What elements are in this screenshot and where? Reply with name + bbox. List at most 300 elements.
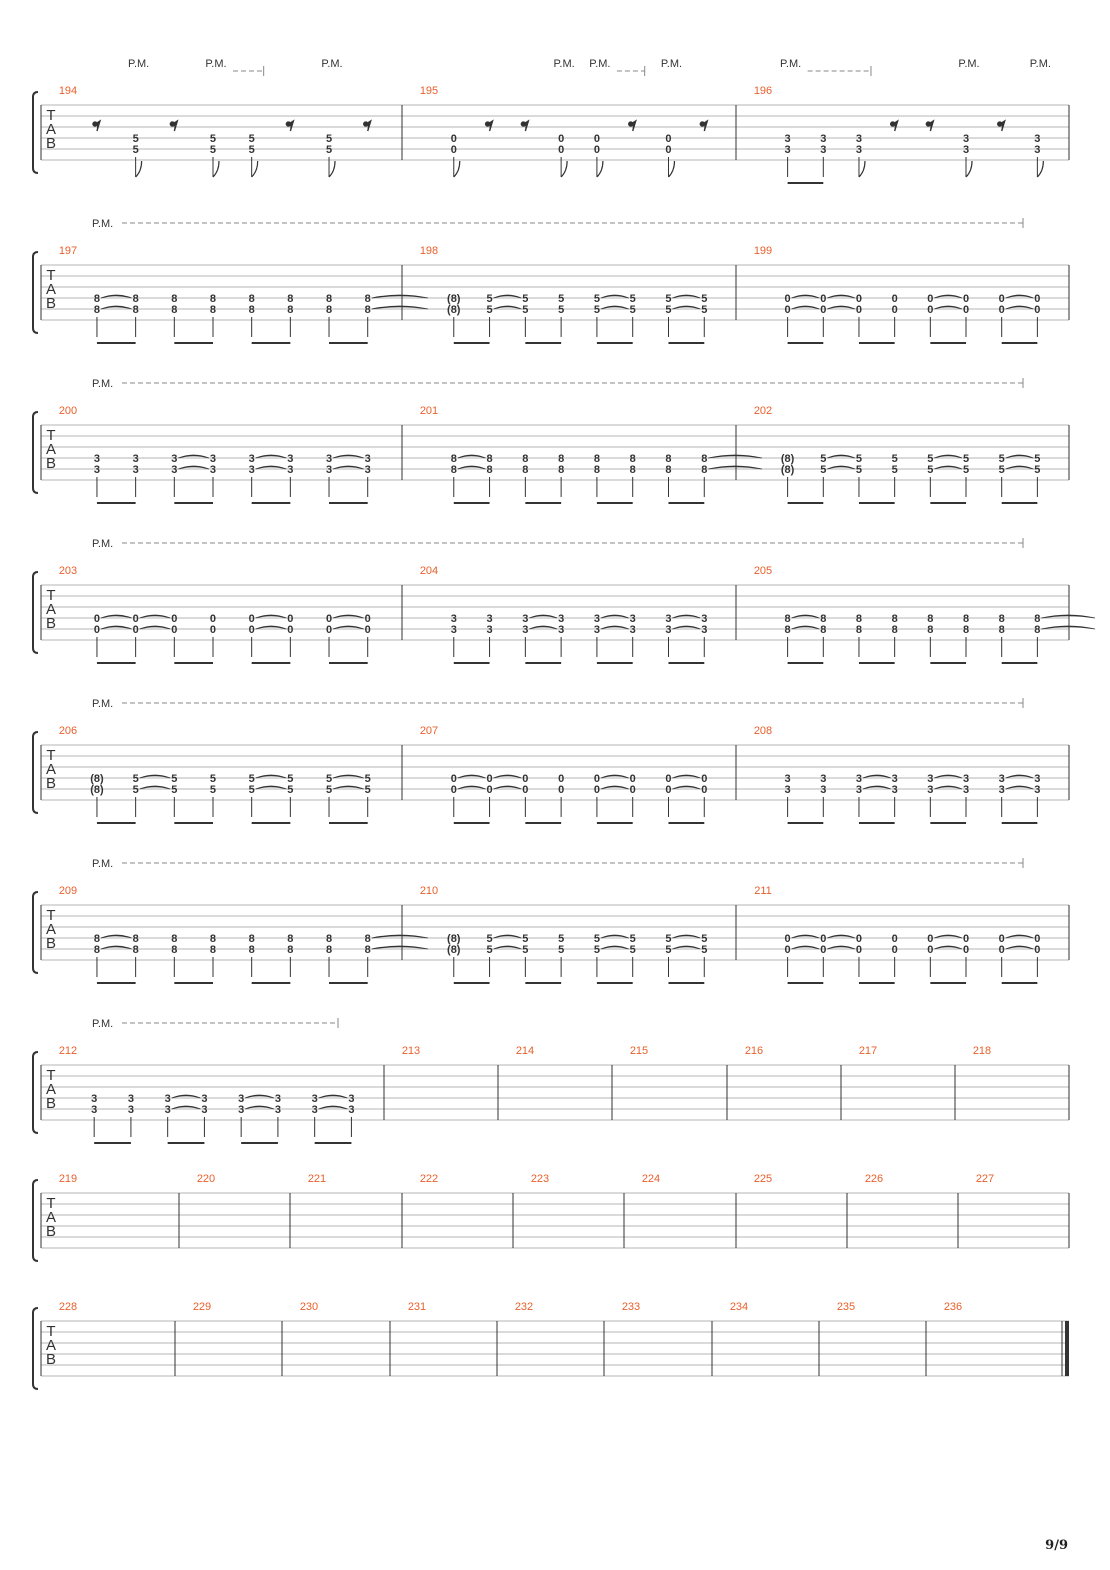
note-flag <box>213 161 219 177</box>
measure-number: 234 <box>729 1301 749 1313</box>
measure-number: 231 <box>407 1301 427 1313</box>
system-bracket <box>33 892 38 973</box>
fret-number: 5 <box>1034 464 1041 476</box>
fret-number: 5 <box>486 304 493 316</box>
measure-number: 233 <box>621 1301 641 1313</box>
fret-number: 3 <box>820 773 827 785</box>
fret-number: 8 <box>364 944 371 956</box>
fret-number: (8) <box>90 773 104 785</box>
measure-number: 235 <box>836 1301 856 1313</box>
fret-number: 5 <box>593 304 600 316</box>
clef-letter-b: B <box>45 615 57 632</box>
measure-number: 197 <box>58 245 78 257</box>
fret-number: 0 <box>855 944 863 956</box>
note-flag <box>252 161 258 177</box>
fret-number: 0 <box>665 784 672 796</box>
palm-mute-label: P.M. <box>92 698 114 710</box>
clef-letter-b: B <box>45 775 57 792</box>
palm-mute-label: P.M. <box>958 58 980 70</box>
fret-number: 3 <box>248 464 255 476</box>
measure-number: 219 <box>58 1173 78 1185</box>
fret-number: 3 <box>171 453 178 465</box>
palm-mute-label: P.M. <box>589 58 611 70</box>
clef-letter-b: B <box>45 455 57 472</box>
clef-letter-a: A <box>45 121 57 138</box>
fret-number: 0 <box>855 304 863 316</box>
fret-number: 0 <box>927 933 934 945</box>
eighth-rest <box>700 121 707 131</box>
measure-number: 220 <box>196 1173 216 1185</box>
fret-number: 3 <box>998 773 1005 785</box>
fret-number: 8 <box>855 624 863 636</box>
fret-number: 5 <box>364 773 371 785</box>
fret-number: 8 <box>558 464 565 476</box>
page-number: 9/9 <box>1045 1538 1068 1553</box>
fret-number: 5 <box>248 133 255 145</box>
measure-number: 227 <box>975 1173 995 1185</box>
fret-number: 0 <box>962 304 970 316</box>
measure-number: 218 <box>972 1045 992 1057</box>
fret-number: 0 <box>558 144 565 156</box>
measure-number: 196 <box>753 85 773 97</box>
fret-number: 8 <box>522 464 529 476</box>
palm-mute-label: P.M. <box>128 58 150 70</box>
measure-number: 207 <box>419 725 439 737</box>
fret-number: 5 <box>558 293 565 305</box>
fret-number: 0 <box>998 933 1005 945</box>
fret-number: 0 <box>820 293 827 305</box>
fret-number: 3 <box>855 133 863 145</box>
fret-number: 5 <box>629 944 636 956</box>
eighth-rest <box>521 121 528 131</box>
fret-number: 5 <box>820 464 827 476</box>
fret-number: 0 <box>558 784 565 796</box>
fret-number: 3 <box>171 464 178 476</box>
fret-number: 0 <box>927 944 934 956</box>
fret-number: 0 <box>132 613 139 625</box>
fret-number: 5 <box>558 933 565 945</box>
palm-mute-label: P.M. <box>205 58 227 70</box>
fret-number: 0 <box>325 613 333 625</box>
fret-number: 0 <box>593 144 600 156</box>
fret-number: 3 <box>701 624 708 636</box>
fret-number: 8 <box>701 464 708 476</box>
clef-letter-a: A <box>45 761 57 778</box>
fret-number: 3 <box>274 1104 281 1116</box>
fret-number: 0 <box>450 144 457 156</box>
fret-number: 3 <box>1034 773 1041 785</box>
system-bracket <box>33 572 38 653</box>
fret-number: 0 <box>962 293 970 305</box>
fret-number: 8 <box>891 624 898 636</box>
fret-number: 5 <box>820 453 827 465</box>
fret-number: 0 <box>558 773 565 785</box>
fret-number: 8 <box>820 624 827 636</box>
fret-number: 8 <box>93 304 101 316</box>
clef-letter-a: A <box>45 1209 57 1226</box>
fret-number: 0 <box>998 944 1005 956</box>
fret-number: 8 <box>701 453 708 465</box>
fret-number: 0 <box>364 624 371 636</box>
fret-number: 8 <box>522 453 529 465</box>
note-flag <box>1037 161 1043 177</box>
note-flag <box>329 161 335 177</box>
fret-number: 0 <box>1034 304 1041 316</box>
fret-number: 3 <box>325 453 333 465</box>
fret-number: 3 <box>629 613 636 625</box>
fret-number: 3 <box>998 784 1005 796</box>
fret-number: 0 <box>891 293 898 305</box>
fret-number: 0 <box>522 784 529 796</box>
fret-number: 8 <box>248 304 255 316</box>
fret-number: 8 <box>364 933 371 945</box>
fret-number: 3 <box>93 464 101 476</box>
clef-letter-b: B <box>45 1095 57 1112</box>
fret-number: 3 <box>701 613 708 625</box>
fret-number: 8 <box>784 624 791 636</box>
measure-number: 206 <box>58 725 78 737</box>
fret-number: 0 <box>209 624 217 636</box>
measure-number: 223 <box>530 1173 550 1185</box>
fret-number: 3 <box>364 464 371 476</box>
note-flag <box>966 161 972 177</box>
fret-number: 5 <box>665 293 672 305</box>
fret-number: 5 <box>593 944 600 956</box>
note-flag <box>597 161 603 177</box>
tab-system-9 <box>33 1301 1069 1389</box>
fret-number: 3 <box>927 784 934 796</box>
system-bracket <box>33 1180 38 1261</box>
fret-number: 8 <box>629 453 636 465</box>
fret-number: 8 <box>171 944 178 956</box>
fret-number: 5 <box>325 144 333 156</box>
fret-number: 5 <box>209 144 217 156</box>
measure-number: 221 <box>307 1173 327 1185</box>
fret-number: 5 <box>486 944 493 956</box>
measure-number: 202 <box>753 405 773 417</box>
fret-number: 3 <box>522 613 529 625</box>
fret-number: 5 <box>325 133 333 145</box>
clef-letter-t: T <box>46 1067 56 1084</box>
fret-number: 8 <box>287 933 294 945</box>
clef-letter-b: B <box>45 135 57 152</box>
fret-number: 0 <box>93 624 101 636</box>
fret-number: 8 <box>450 453 457 465</box>
measure-number: 232 <box>514 1301 534 1313</box>
fret-number: 5 <box>287 784 294 796</box>
fret-number: 8 <box>287 304 294 316</box>
fret-number: 8 <box>998 624 1005 636</box>
palm-mute-label: P.M. <box>92 378 114 390</box>
measure-number: 200 <box>58 405 78 417</box>
fret-number: 5 <box>132 133 139 145</box>
fret-number: 3 <box>248 453 255 465</box>
clef-letter-t: T <box>46 907 56 924</box>
tab-system-7 <box>33 1018 1069 1143</box>
fret-number: 3 <box>855 144 863 156</box>
fret-number: 0 <box>927 293 934 305</box>
eighth-rest <box>891 121 898 131</box>
measure-number: 212 <box>58 1045 78 1057</box>
measure-number: 228 <box>58 1301 78 1313</box>
fret-number: 8 <box>665 464 672 476</box>
fret-number: 3 <box>593 624 600 636</box>
measure-number: 201 <box>419 405 439 417</box>
fret-number: 8 <box>93 944 101 956</box>
fret-number: 0 <box>784 304 791 316</box>
fret-number: 3 <box>927 773 934 785</box>
fret-number: 5 <box>891 464 898 476</box>
fret-number: 0 <box>629 773 636 785</box>
fret-number: 3 <box>784 144 791 156</box>
fret-number: 8 <box>171 933 178 945</box>
fret-number: 8 <box>891 613 898 625</box>
clef-letter-t: T <box>46 747 56 764</box>
fret-number: 8 <box>93 933 101 945</box>
fret-number: 0 <box>171 624 178 636</box>
fret-number: 3 <box>164 1093 171 1105</box>
fret-number: 3 <box>855 773 863 785</box>
fret-number: 0 <box>593 773 600 785</box>
eighth-rest <box>364 121 371 131</box>
tab-system-4 <box>33 538 1095 663</box>
fret-number: 5 <box>665 944 672 956</box>
fret-number: (8) <box>447 933 461 945</box>
fret-number: 3 <box>486 624 493 636</box>
fret-number: 3 <box>238 1093 245 1105</box>
fret-number: 5 <box>891 453 898 465</box>
fret-number: 8 <box>171 304 178 316</box>
fret-number: 5 <box>629 933 636 945</box>
fret-number: 5 <box>855 453 863 465</box>
measure-number: 216 <box>744 1045 764 1057</box>
fret-number: 3 <box>209 453 217 465</box>
fret-number: 5 <box>248 773 255 785</box>
fret-number: 0 <box>820 933 827 945</box>
fret-number: 8 <box>132 304 139 316</box>
clef-letter-t: T <box>46 1323 56 1340</box>
fret-number: 5 <box>248 144 255 156</box>
fret-number: 3 <box>325 464 333 476</box>
fret-number: 0 <box>1034 933 1041 945</box>
fret-number: 3 <box>91 1104 98 1116</box>
fret-number: 8 <box>287 293 294 305</box>
fret-number: 8 <box>855 613 863 625</box>
measure-number: 222 <box>419 1173 439 1185</box>
palm-mute-label: P.M. <box>92 218 114 230</box>
fret-number: 0 <box>325 624 333 636</box>
fret-number: 8 <box>325 944 333 956</box>
clef-letter-b: B <box>45 1351 57 1368</box>
clef-letter-a: A <box>45 921 57 938</box>
fret-number: 8 <box>558 453 565 465</box>
fret-number: 3 <box>820 133 827 145</box>
note-flag <box>561 161 567 177</box>
fret-number: (8) <box>780 453 795 465</box>
fret-number: 3 <box>855 784 863 796</box>
palm-mute-label: P.M. <box>660 58 683 70</box>
fret-number: 5 <box>558 944 565 956</box>
fret-number: 0 <box>927 304 934 316</box>
system-bracket <box>33 92 38 173</box>
measure-number: 204 <box>419 565 439 577</box>
eighth-rest <box>170 121 177 131</box>
fret-number: 8 <box>962 624 970 636</box>
fret-number: 0 <box>558 133 565 145</box>
fret-number: 3 <box>127 1104 134 1116</box>
fret-number: 8 <box>171 293 178 305</box>
clef-letter-a: A <box>45 281 57 298</box>
fret-number: 5 <box>701 944 708 956</box>
fret-number: 3 <box>962 773 970 785</box>
fret-number: 8 <box>209 933 217 945</box>
fret-number: 5 <box>522 933 529 945</box>
fret-number: 5 <box>998 453 1005 465</box>
fret-number: 0 <box>593 133 600 145</box>
clef-letter-b: B <box>45 1223 57 1240</box>
measure-number: 217 <box>858 1045 878 1057</box>
fret-number: 5 <box>998 464 1005 476</box>
fret-number: 8 <box>248 293 255 305</box>
fret-number: 8 <box>486 453 493 465</box>
palm-mute-label: P.M. <box>321 58 343 70</box>
fret-number: 0 <box>522 773 529 785</box>
clef-letter-t: T <box>46 587 56 604</box>
clef-letter-b: B <box>45 935 57 952</box>
fret-number: 5 <box>629 304 636 316</box>
eighth-rest <box>93 121 100 131</box>
note-flag <box>454 161 460 177</box>
fret-number: 3 <box>132 453 139 465</box>
fret-number: 5 <box>927 464 934 476</box>
fret-number: 3 <box>820 144 827 156</box>
eighth-rest <box>629 121 636 131</box>
fret-number: 3 <box>287 464 294 476</box>
fret-number: 0 <box>701 784 708 796</box>
fret-number: 0 <box>287 624 294 636</box>
fret-number: 0 <box>450 784 457 796</box>
clef-letter-b: B <box>45 295 57 312</box>
fret-number: 3 <box>784 784 791 796</box>
fret-number: 5 <box>701 933 708 945</box>
fret-number: (8) <box>447 944 461 956</box>
clef-letter-t: T <box>46 107 56 124</box>
fret-number: 3 <box>486 613 493 625</box>
fret-number: 3 <box>364 453 371 465</box>
clef-letter-t: T <box>46 427 56 444</box>
fret-number: 5 <box>325 784 333 796</box>
system-bracket <box>33 412 38 493</box>
fret-number: 0 <box>998 293 1005 305</box>
fret-number: 8 <box>784 613 791 625</box>
palm-mute-label: P.M. <box>553 58 575 70</box>
fret-number: 3 <box>274 1093 281 1105</box>
fret-number: 0 <box>248 613 255 625</box>
fret-number: (8) <box>447 304 461 316</box>
fret-number: 3 <box>164 1104 171 1116</box>
fret-number: 3 <box>629 624 636 636</box>
fret-number: 8 <box>132 933 139 945</box>
palm-mute-label: P.M. <box>780 58 802 70</box>
fret-number: 8 <box>364 293 371 305</box>
fret-number: 0 <box>784 933 791 945</box>
fret-number: 0 <box>855 933 863 945</box>
fret-number: 3 <box>665 624 672 636</box>
fret-number: 5 <box>1034 453 1041 465</box>
fret-number: 0 <box>784 293 791 305</box>
fret-number: 8 <box>1034 624 1041 636</box>
fret-number: 5 <box>364 784 371 796</box>
final-barline-thick <box>1065 1321 1069 1376</box>
fret-number: 5 <box>132 144 139 156</box>
fret-number: 5 <box>486 293 493 305</box>
tab-system-3 <box>33 378 1069 503</box>
fret-number: 0 <box>665 133 672 145</box>
fret-number: 8 <box>450 464 457 476</box>
eighth-rest <box>486 121 493 131</box>
measure-number: 226 <box>864 1173 884 1185</box>
fret-number: 0 <box>998 304 1005 316</box>
measure-number: 195 <box>419 85 439 97</box>
fret-number: 5 <box>522 944 529 956</box>
tab-system-6 <box>33 858 1069 983</box>
fret-number: 5 <box>701 304 708 316</box>
fret-number: 5 <box>665 933 672 945</box>
fret-number: 8 <box>209 293 217 305</box>
eighth-rest <box>286 121 293 131</box>
fret-number: 5 <box>962 464 970 476</box>
fret-number: 8 <box>629 464 636 476</box>
fret-number: 0 <box>629 784 636 796</box>
fret-number: 0 <box>450 773 457 785</box>
fret-number: 5 <box>629 293 636 305</box>
fret-number: 3 <box>593 613 600 625</box>
fret-number: 3 <box>201 1093 208 1105</box>
note-flag <box>136 161 142 177</box>
fret-number: 5 <box>522 293 529 305</box>
fret-number: 8 <box>287 944 294 956</box>
fret-number: 3 <box>558 613 565 625</box>
fret-number: 3 <box>450 613 457 625</box>
fret-number: 5 <box>558 304 565 316</box>
fret-number: 3 <box>348 1104 355 1116</box>
fret-number: 0 <box>962 933 970 945</box>
tab-system-8 <box>33 1173 1069 1261</box>
fret-number: 8 <box>486 464 493 476</box>
fret-number: (8) <box>90 784 104 796</box>
fret-number: 3 <box>348 1093 355 1105</box>
fret-number: 3 <box>962 784 970 796</box>
fret-number: 8 <box>325 933 333 945</box>
fret-number: 3 <box>450 624 457 636</box>
clef-letter-a: A <box>45 1081 57 1098</box>
fret-number: 3 <box>962 144 970 156</box>
fret-number: 8 <box>962 613 970 625</box>
measure-number: 213 <box>401 1045 421 1057</box>
fret-number: 5 <box>132 784 139 796</box>
fret-number: 0 <box>820 304 827 316</box>
note-flag <box>668 161 674 177</box>
fret-number: 8 <box>248 933 255 945</box>
fret-number: 5 <box>486 933 493 945</box>
measure-number: 209 <box>58 885 78 897</box>
fret-number: 0 <box>132 624 139 636</box>
note-flag <box>859 161 865 177</box>
fret-number: (8) <box>447 293 461 305</box>
fret-number: 5 <box>325 773 333 785</box>
measure-number: 215 <box>629 1045 649 1057</box>
measure-number: 229 <box>192 1301 212 1313</box>
